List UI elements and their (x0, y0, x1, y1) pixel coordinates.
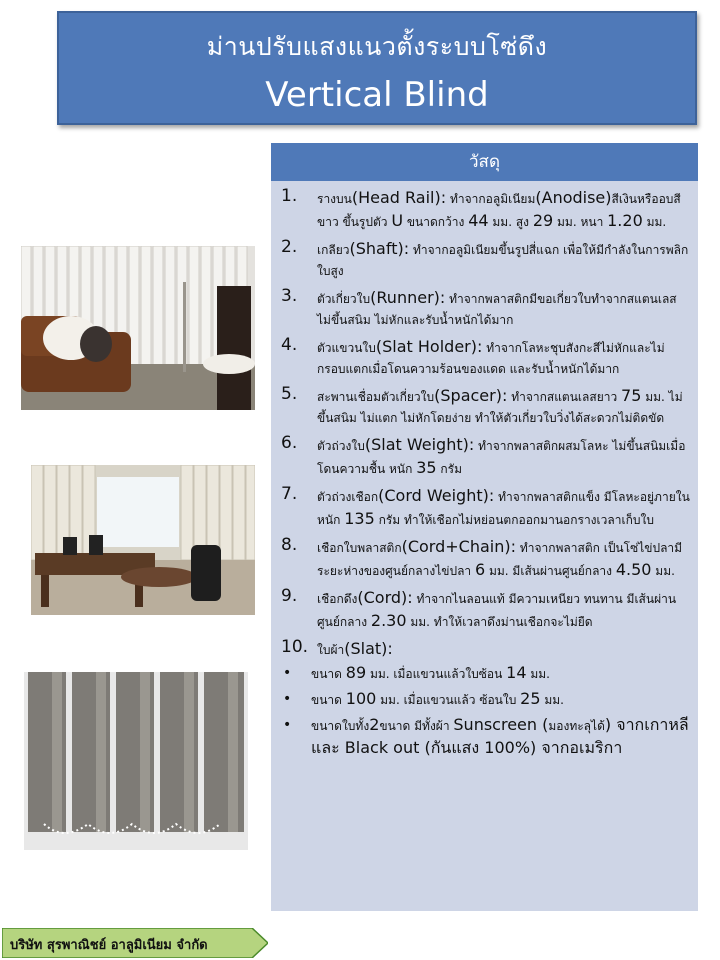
item-label-en: (Slat Weight): (364, 435, 475, 454)
title-thai: ม่านปรับแสงแนวตั้งระบบโซ่ดึง (206, 32, 548, 61)
item-label-en: (Spacer): (434, 386, 508, 405)
bullet-value: Sunscreen (453, 715, 538, 734)
list-item (281, 187, 690, 233)
item-label: เชือกใบพลาสติก (317, 541, 402, 555)
item-number: 4. (281, 335, 298, 355)
list-item (281, 385, 690, 429)
item-text: ทำจากพลาสติกมีขอเกี่ยวใบทำจากสแตนเลส ไม่ขึ้นสนิม ไม่หักและรับน้ำหนักได้มาก (317, 292, 677, 327)
title-english: Vertical Blind (265, 75, 489, 115)
item-number: 2. (281, 237, 298, 257)
item-value: 1.20 (607, 211, 643, 230)
item-label-en: (Head Rail): (351, 188, 447, 207)
list-item (281, 662, 690, 685)
list-item (281, 714, 690, 760)
item-text-en: (Anodise) (535, 188, 612, 207)
item-label: ตัวเกี่ยวใบ (317, 292, 371, 306)
list-item (281, 336, 690, 380)
item-text: มม. สูง (488, 215, 533, 229)
title-banner (57, 11, 697, 125)
item-label: ตัวถ่วงใบ (317, 439, 365, 453)
item-label-en: (Slat Holder): (375, 337, 483, 356)
item-text: ทำจากอลูมิเนียม (449, 192, 536, 206)
bullet-text: ( (419, 738, 431, 757)
bullet-text: ขนาด (311, 667, 346, 681)
item-value: 6 (474, 560, 486, 579)
materials-panel (271, 181, 698, 911)
bullet-value: 100 (345, 689, 377, 708)
item-number: 6. (281, 433, 298, 453)
item-number: 5. (281, 384, 298, 404)
bullet-text: มม. (526, 667, 550, 681)
item-label: สะพานเชื่อมตัวเกี่ยวใบ (317, 390, 435, 404)
bullet-text: มม. (540, 693, 564, 707)
item-text: ทำจากพลาสติก เป็นโซ่ไข่ปลามีระยะห่างของศูนย์กลางไข่ปลา (317, 541, 683, 578)
slat-bullets (281, 662, 690, 760)
bullet-value: Black out (344, 738, 420, 757)
item-value: 44 (468, 211, 489, 230)
item-number: 9. (281, 586, 298, 606)
list-item (281, 485, 690, 531)
item-label-en: (Runner): (370, 288, 446, 307)
company-name: บริษัท สุรพาณิชย์ อาลูมิเนียม จำกัด (10, 938, 208, 953)
materials-list (281, 187, 690, 661)
bullet-text: ( (537, 715, 549, 734)
item-value: 135 (344, 509, 375, 528)
materials-heading: วัสดุ (271, 143, 698, 181)
item-value: 2.30 (370, 611, 407, 630)
item-label: ตัวแขวนใบ (317, 341, 376, 355)
bullet-text: มม. เมื่อแขวนแล้วใบซ้อน (366, 667, 507, 681)
list-item (281, 688, 690, 711)
bullet-text: มองทะลุได้ (548, 719, 605, 733)
item-number: 7. (281, 484, 298, 504)
bullet-value: 14 (506, 663, 527, 682)
item-label-en: (Shaft): (349, 239, 410, 258)
item-value: U (391, 211, 404, 230)
item-label: เชือกดึง (317, 592, 358, 606)
bullet-text: ขนาด มีทั้งผ้า (379, 719, 454, 733)
item-value: 35 (416, 458, 437, 477)
item-text: ทำจากโลหะชุบสังกะสีไม่หักและไม่กรอบแตกเมื่อโดนความร้อนของแดด และรับน้ำหนักได้มาก (317, 341, 665, 376)
bullet-text: ) จากอเมริกา (530, 738, 623, 757)
bullet-icon: • (283, 717, 292, 733)
item-label: ตัวถ่วงเชือก (317, 490, 379, 504)
item-text: ทำจากพลาสติกแข็ง มีโลหะอยู่ภายใน หนัก (317, 490, 690, 527)
item-text: มม. ทำให้เวลาดึงม่านเชือกจะไม่ยืด (406, 615, 593, 629)
photo-living-room (21, 246, 255, 410)
item-text: ทำจากพลาสติกผสมโลหะ ไม่ขึ้นสนิมเมื่อโดนความชื้น หนัก (317, 439, 686, 476)
item-text: ทำจากไนลอนแท้ มีความเหนียว ทนทาน มีเส้นผ่านศูนย์กลาง (317, 592, 677, 629)
item-label-en: (Cord+Chain): (401, 537, 516, 556)
item-text: ทำจากอลูมิเนียมขึ้นรูปสี่แฉก เพื่อให้มีกำลังในการพลิกใบสูง (317, 243, 689, 278)
item-text: กรัม ทำให้เชือกไม่หย่อนตกออกมานอกรางเวลาเก็บใบ (374, 513, 654, 527)
bullet-text: ) จากเกาหลี และ (311, 715, 689, 757)
item-text: ขนาดกว้าง (403, 215, 469, 229)
bullet-value: กันแสง 100% (430, 738, 531, 757)
item-label: ใบผ้า (317, 643, 345, 657)
item-text: มม. (642, 215, 667, 229)
list-item (281, 434, 690, 480)
item-value: 4.50 (615, 560, 652, 579)
item-text: ทำจากสแตนเลสยาว (511, 390, 622, 404)
list-item (281, 536, 690, 582)
list-item (281, 587, 690, 633)
bullet-icon: • (283, 665, 292, 681)
item-number: 10. (281, 637, 309, 657)
item-number: 8. (281, 535, 298, 555)
item-label-en: (Cord): (357, 588, 413, 607)
item-number: 1. (281, 186, 298, 206)
bullet-value: 89 (345, 663, 367, 682)
item-label-en: (Slat): (344, 639, 393, 658)
item-text: มม. (651, 564, 675, 578)
list-item (281, 287, 690, 331)
item-text: มม. หนา (553, 215, 608, 229)
photo-office (31, 465, 255, 615)
item-text: กรัม (436, 462, 463, 476)
bullet-icon: • (283, 691, 292, 707)
bullet-text: ขนาด (311, 693, 346, 707)
item-label-en: (Cord Weight): (378, 486, 495, 505)
bullet-value: 2 (369, 715, 380, 734)
bullet-text: ขนาดใบทั้ง (311, 719, 370, 733)
company-ribbon (2, 928, 268, 958)
item-number: 3. (281, 286, 298, 306)
item-label: รางบน (317, 192, 352, 206)
list-item (281, 238, 690, 282)
photo-gray-slats (24, 672, 248, 850)
item-text: มม. ไม่ขึ้นสนิม ไม่แตก ไม่หักโดยง่าย ทำให้ตัวเกี่ยวใบวิ่งได้สะดวกไม่ติดขัด (317, 390, 683, 425)
item-value: 75 (621, 386, 642, 405)
item-label: เกลียว (317, 243, 350, 257)
item-text: มม. มีเส้นผ่านศูนย์กลาง (485, 564, 616, 578)
item-value: 29 (532, 211, 554, 230)
bullet-text: มม. เมื่อแขวนแล้ว ซ้อนใบ (376, 693, 521, 707)
item-text: สีเงินหรืออบสีขาว ขึ้นรูปตัว (317, 192, 681, 229)
bullet-value: 25 (520, 689, 541, 708)
list-item (281, 638, 690, 661)
